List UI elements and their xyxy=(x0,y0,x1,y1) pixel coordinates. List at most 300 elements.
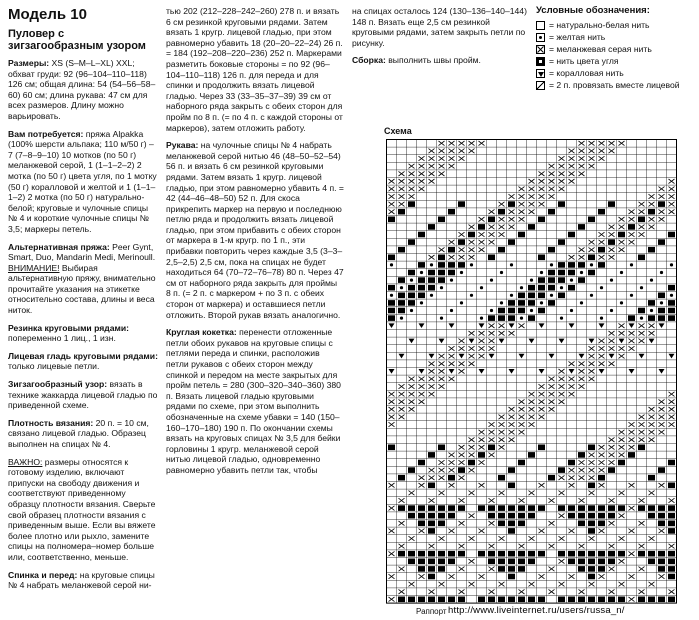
cell-fill xyxy=(438,521,445,527)
cell-dot xyxy=(570,279,573,282)
cell-fill xyxy=(578,566,585,572)
cell-fill xyxy=(588,597,595,603)
cell-fill xyxy=(428,566,435,572)
cell-fill xyxy=(398,293,405,299)
neckband-paragraph: на спицах осталось 124 (130–136–140–144) 148 п. Вязать еще 2,5 см резинкой круговыми рядами, затем закрыть петли по рисунку. xyxy=(352,6,527,48)
cell-fill xyxy=(578,521,585,527)
stockinette-text: только лицевые петли. xyxy=(8,361,100,372)
cell-fill xyxy=(428,277,435,283)
cell-fill xyxy=(538,277,545,283)
cell-fill xyxy=(458,467,465,473)
cell-fill xyxy=(508,201,515,207)
cell-fill xyxy=(538,505,545,511)
cell-fill xyxy=(458,597,465,603)
cell-fill xyxy=(398,308,405,314)
cell-dot xyxy=(410,279,413,282)
cell-fill xyxy=(488,513,495,519)
cell-fill xyxy=(528,505,535,511)
cell-fill xyxy=(518,505,525,511)
cell-fill xyxy=(468,460,475,466)
cell-dot xyxy=(430,263,433,266)
cell-fill xyxy=(608,551,615,557)
cell-fill xyxy=(418,293,425,299)
cell-fill xyxy=(548,247,555,253)
cell-fill xyxy=(508,513,515,519)
cell-fill xyxy=(648,300,655,306)
cell-fill xyxy=(548,300,555,306)
cell-fill xyxy=(538,285,545,291)
cell-dot xyxy=(590,263,593,266)
cell-fill xyxy=(568,597,575,603)
cell-fill xyxy=(438,445,445,451)
cell-fill xyxy=(518,300,525,306)
cell-fill xyxy=(608,467,615,473)
cell-dot xyxy=(600,317,603,320)
cell-fill xyxy=(598,475,605,481)
cell-fill xyxy=(438,597,445,603)
filled-square-icon xyxy=(536,57,545,66)
cell-dot xyxy=(530,309,533,312)
cell-fill xyxy=(578,224,585,230)
cell-dot xyxy=(620,301,623,304)
cell-fill xyxy=(658,201,665,207)
cell-fill xyxy=(408,467,415,473)
cell-fill xyxy=(608,239,615,245)
cell-fill xyxy=(538,597,545,603)
rib-paragraph: Резинка круговыми рядами: попеременно 1 лиц., 1 изн. xyxy=(8,322,129,344)
cell-fill xyxy=(488,597,495,603)
cell-dot xyxy=(530,279,533,282)
cell-fill xyxy=(668,574,675,580)
cell-fill xyxy=(518,597,525,603)
cell-fill xyxy=(428,521,435,527)
cell-dot xyxy=(630,294,633,297)
cell-fill xyxy=(648,247,655,253)
cell-fill xyxy=(488,315,495,321)
cell-fill xyxy=(498,308,505,314)
cell-fill xyxy=(588,505,595,511)
cell-dot xyxy=(580,271,583,274)
cell-fill xyxy=(668,559,675,565)
cell-fill xyxy=(448,513,455,519)
cell-fill xyxy=(458,551,465,557)
cell-fill xyxy=(578,505,585,511)
cell-fill xyxy=(638,217,645,223)
cross-square-icon xyxy=(536,45,545,54)
cell-fill xyxy=(528,452,535,458)
cell-fill xyxy=(408,300,415,306)
cell-fill xyxy=(578,262,585,268)
cell-fill xyxy=(508,521,515,527)
cell-fill xyxy=(588,559,595,565)
cell-fill xyxy=(558,293,565,299)
cell-fill xyxy=(508,315,515,321)
cell-fill xyxy=(398,209,405,215)
knitting-chart xyxy=(386,139,682,605)
cell-fill xyxy=(428,270,435,276)
cell-fill xyxy=(418,566,425,572)
cell-fill xyxy=(398,277,405,283)
cell-fill xyxy=(408,239,415,245)
column-1 xyxy=(8,6,158,598)
cell-fill xyxy=(408,559,415,565)
cell-fill xyxy=(668,300,675,306)
cell-fill xyxy=(568,513,575,519)
cell-fill xyxy=(598,551,605,557)
cell-fill xyxy=(648,315,655,321)
cell-fill xyxy=(498,597,505,603)
cell-fill xyxy=(398,505,405,511)
cell-fill xyxy=(428,528,435,534)
cell-fill xyxy=(558,201,565,207)
cell-fill xyxy=(658,505,665,511)
cell-fill xyxy=(668,513,675,519)
cell-fill xyxy=(588,445,595,451)
column-2 xyxy=(166,6,344,483)
cell-fill xyxy=(498,566,505,572)
cell-fill xyxy=(648,505,655,511)
cell-fill xyxy=(598,566,605,572)
cell-fill xyxy=(598,209,605,215)
cell-fill xyxy=(598,505,605,511)
cell-fill xyxy=(618,232,625,238)
cell-dot xyxy=(550,294,553,297)
cell-fill xyxy=(438,277,445,283)
cell-fill xyxy=(418,597,425,603)
alt-yarn-paragraph: Альтернативная пряжа: Peer Gynt, Smart, Duo, Mandarin Medi, Merinoull. ВНИМАНИЕ! Выбирая альтернативную пряжу, внимательно прочитайте указания на этикетке относительно состава, длины и веса ниток. xyxy=(8,241,156,316)
cell-dot xyxy=(470,294,473,297)
cell-fill xyxy=(528,559,535,565)
cell-fill xyxy=(658,315,665,321)
cell-fill xyxy=(588,528,595,534)
cell-fill xyxy=(638,505,645,511)
cell-fill xyxy=(498,209,505,215)
cell-fill xyxy=(518,513,525,519)
cell-fill xyxy=(458,239,465,245)
cell-fill xyxy=(648,209,655,215)
gauge-paragraph: Плотность вязания: 20 п. = 10 см, связано лицевой гладью. Образец выполнен на спицах № 4. xyxy=(8,417,149,449)
cell-fill xyxy=(658,559,665,565)
cell-fill xyxy=(428,513,435,519)
yoke-paragraph: Круглая кокетка: перенести отложенные петли обоих рукавов на круговые спицы с петлями переда и спинки, расположив петли рукавов с обеих сторон между спинкой и передом на месте закрытых для пройм петель = 280 (300–320–340–360) 380 п. Вязать лицевой гладью круговыми рядами по схеме, при этом выполнить обозначенные на схеме убавки = 140 (150–160–170–180) 190 п. По окончании схемы вязать на круговых спицах № 3,5 для бейки горловины 1 кругр. меланжевой серой нитью лицевой гладью, одновременно равномерно убавить петли так, чтобы xyxy=(166,327,341,475)
cell-fill xyxy=(578,452,585,458)
cell-dot xyxy=(390,294,393,297)
cell-fill xyxy=(498,505,505,511)
cell-fill xyxy=(438,551,445,557)
cell-fill xyxy=(528,224,535,230)
legend-item: = 2 п. провязать вместе лицевой xyxy=(536,80,696,92)
cell-fill xyxy=(508,300,515,306)
cell-fill xyxy=(418,232,425,238)
cell-fill xyxy=(668,460,675,466)
cell-fill xyxy=(438,559,445,565)
cell-fill xyxy=(668,505,675,511)
cell-fill xyxy=(388,255,395,261)
cell-fill xyxy=(538,293,545,299)
cell-dot xyxy=(410,309,413,312)
cell-fill xyxy=(598,597,605,603)
cell-dot xyxy=(400,317,403,320)
cell-fill xyxy=(438,270,445,276)
cell-dot xyxy=(480,286,483,289)
chart-title: Схема xyxy=(384,126,412,136)
cell-dot xyxy=(520,286,523,289)
cell-fill xyxy=(578,513,585,519)
cell-fill xyxy=(488,217,495,223)
cell-fill xyxy=(508,483,515,489)
cell-fill xyxy=(618,460,625,466)
cell-dot xyxy=(420,271,423,274)
cell-fill xyxy=(438,262,445,268)
cell-fill xyxy=(638,597,645,603)
legend xyxy=(536,6,696,92)
cell-dot xyxy=(650,279,653,282)
cell-fill xyxy=(438,566,445,572)
legend-item: = нить цвета угля xyxy=(536,56,696,68)
cell-fill xyxy=(608,559,615,565)
cell-dot xyxy=(520,317,523,320)
cell-dot xyxy=(510,294,513,297)
cell-dot xyxy=(390,263,393,266)
cell-fill xyxy=(388,285,395,291)
cell-fill xyxy=(458,262,465,268)
cell-fill xyxy=(438,513,445,519)
cell-fill xyxy=(658,293,665,299)
cell-fill xyxy=(508,467,515,473)
cell-fill xyxy=(488,551,495,557)
cell-fill xyxy=(498,315,505,321)
cell-fill xyxy=(588,521,595,527)
cell-fill xyxy=(518,521,525,527)
cell-fill xyxy=(668,285,675,291)
cell-fill xyxy=(608,513,615,519)
cell-fill xyxy=(408,285,415,291)
cell-fill xyxy=(628,224,635,230)
cell-fill xyxy=(628,452,635,458)
cell-fill xyxy=(418,551,425,557)
cell-fill xyxy=(398,597,405,603)
cell-fill xyxy=(578,559,585,565)
cell-dot xyxy=(580,301,583,304)
cell-fill xyxy=(428,224,435,230)
cell-fill xyxy=(418,285,425,291)
cell-fill xyxy=(558,551,565,557)
cell-fill xyxy=(468,232,475,238)
cell-fill xyxy=(508,505,515,511)
cell-fill xyxy=(388,300,395,306)
model-title: Модель 10 xyxy=(8,6,87,23)
empty-square-icon xyxy=(536,21,545,30)
legend-item: = меланжевая серая нить xyxy=(536,44,696,56)
triangle-square-icon xyxy=(536,69,545,78)
cell-dot xyxy=(550,263,553,266)
cell-fill xyxy=(408,201,415,207)
assembly-paragraph: Сборка: выполнить швы пройм. xyxy=(352,55,481,66)
cell-fill xyxy=(478,597,485,603)
stockinette-paragraph: Лицевая гладь круговыми рядами: xyxy=(8,350,158,361)
cell-fill xyxy=(388,315,395,321)
cell-fill xyxy=(438,505,445,511)
cell-fill xyxy=(498,551,505,557)
cell-fill xyxy=(428,574,435,580)
cell-fill xyxy=(528,551,535,557)
cell-fill xyxy=(618,505,625,511)
legend-item: = желтая нить xyxy=(536,32,696,44)
cell-fill xyxy=(588,551,595,557)
cell-fill xyxy=(498,521,505,527)
cell-fill xyxy=(538,217,545,223)
cell-fill xyxy=(538,255,545,261)
cell-dot xyxy=(640,317,643,320)
body-paragraph: тью 202 (212–228–242–260) 278 п. и вязать 6 см резинкой круговыми рядами. Затем вязать 1 кругр. лицевой гладью, при этом равномерно убавить 18 (20–20–22–24) 26 п. = 184 (192–208–220–236) 252 п. Маркерами разметить боковые стороны = по 92 (96–104–110–118) 126 п. для переда и для спинки и продолжить вязать лицевой гладью. Через 33 (33–35–37–39) 39 см от наборного ряда закрыть с обеих сторон для пройм по 8 п. (= по 4 п. с каждой стороны от маркеров), затем отложить работу. xyxy=(166,6,343,133)
cell-fill xyxy=(528,513,535,519)
legend-item: = коралловая нить xyxy=(536,68,696,80)
column-3 xyxy=(352,6,528,73)
cell-dot xyxy=(490,309,493,312)
cell-fill xyxy=(408,505,415,511)
cell-dot xyxy=(620,271,623,274)
cell-fill xyxy=(458,201,465,207)
cell-fill xyxy=(598,262,605,268)
cell-fill xyxy=(428,452,435,458)
cell-fill xyxy=(658,239,665,245)
cell-fill xyxy=(638,308,645,314)
cell-fill xyxy=(648,475,655,481)
cell-fill xyxy=(448,559,455,565)
cell-fill xyxy=(608,597,615,603)
cell-dot xyxy=(660,271,663,274)
cell-fill xyxy=(668,597,675,603)
cell-fill xyxy=(548,209,555,215)
cell-fill xyxy=(398,300,405,306)
cell-dot xyxy=(480,317,483,320)
cell-fill xyxy=(428,483,435,489)
cell-fill xyxy=(488,445,495,451)
cell-fill xyxy=(518,308,525,314)
cell-fill xyxy=(568,262,575,268)
cell-fill xyxy=(658,513,665,519)
legend-title: Условные обозначения: xyxy=(536,5,650,16)
cell-fill xyxy=(408,513,415,519)
cell-fill xyxy=(568,551,575,557)
cell-dot xyxy=(510,263,513,266)
cell-fill xyxy=(658,551,665,557)
cell-fill xyxy=(388,217,395,223)
watermark: http://www.liveinternet.ru/users/russa_n/ xyxy=(448,605,625,616)
cell-fill xyxy=(518,460,525,466)
cell-fill xyxy=(448,551,455,557)
cell-dot xyxy=(560,286,563,289)
cell-dot xyxy=(440,286,443,289)
cell-fill xyxy=(588,483,595,489)
cell-fill xyxy=(538,551,545,557)
cell-dot xyxy=(500,301,503,304)
cell-fill xyxy=(608,201,615,207)
dot-square-icon xyxy=(536,33,545,42)
cell-fill xyxy=(438,217,445,223)
cell-fill xyxy=(538,445,545,451)
cell-fill xyxy=(518,293,525,299)
cell-fill xyxy=(588,566,595,572)
cell-fill xyxy=(668,551,675,557)
slash-square-icon xyxy=(536,81,545,90)
zigzag-paragraph: Зигзагообразный узор: вязать в технике жаккарда лицевой гладью по приведенной схеме. xyxy=(8,379,158,411)
cell-fill xyxy=(658,521,665,527)
cell-fill xyxy=(568,270,575,276)
cell-dot xyxy=(460,301,463,304)
cell-fill xyxy=(508,574,515,580)
cell-dot xyxy=(420,301,423,304)
cell-fill xyxy=(418,521,425,527)
cell-fill xyxy=(648,597,655,603)
cell-fill xyxy=(558,262,565,268)
cell-fill xyxy=(668,308,675,314)
cell-dot xyxy=(660,301,663,304)
cell-fill xyxy=(508,308,515,314)
sizes-paragraph: Размеры: XS (S–M–L–XL) XXL; обхват груди: 92 (96–104–110–118) 126 см; общая длина: 54 (54–56–58–60) 60 см; длина рукава: 47 см для всех размеров. Длину можно варьировать. xyxy=(8,58,156,121)
cell-fill xyxy=(558,239,565,245)
cell-fill xyxy=(428,505,435,511)
cell-fill xyxy=(488,255,495,261)
cell-fill xyxy=(498,247,505,253)
cell-dot xyxy=(560,317,563,320)
cell-fill xyxy=(578,597,585,603)
cell-fill xyxy=(448,262,455,268)
back-front-paragraph: Спинка и перед: на круговые спицы № 4 набрать меланжевой серой ни- xyxy=(8,569,155,591)
cell-dot xyxy=(440,317,443,320)
cell-fill xyxy=(588,513,595,519)
cell-fill xyxy=(658,597,665,603)
subtitle: Пуловер с зигзагообразным узором xyxy=(8,28,146,52)
cell-fill xyxy=(448,209,455,215)
cell-fill xyxy=(528,315,535,321)
cell-dot xyxy=(490,279,493,282)
cell-fill xyxy=(418,460,425,466)
cell-fill xyxy=(508,559,515,565)
cell-dot xyxy=(640,286,643,289)
cell-fill xyxy=(498,559,505,565)
cell-fill xyxy=(388,308,395,314)
cell-fill xyxy=(638,255,645,261)
cell-fill xyxy=(558,277,565,283)
cell-fill xyxy=(498,475,505,481)
cell-fill xyxy=(668,521,675,527)
cell-dot xyxy=(450,279,453,282)
cell-fill xyxy=(478,505,485,511)
cell-dot xyxy=(670,294,673,297)
cell-dot xyxy=(470,263,473,266)
cell-fill xyxy=(398,247,405,253)
cell-fill xyxy=(418,559,425,565)
cell-fill xyxy=(638,445,645,451)
cell-fill xyxy=(658,308,665,314)
cell-fill xyxy=(428,597,435,603)
cell-fill xyxy=(568,285,575,291)
cell-fill xyxy=(598,559,605,565)
sleeves-paragraph: Рукава: на чулочные спицы № 4 набрать меланжевой серой нитью 46 (48–50–52–54) 56 п. и вязать 6 см резинкой круговыми рядами. Затем вязать 1 кругр. лицевой гладью, при этом равномерно убавить 4 п. = 42 (44–46–48–50) 52 п. Для скоса прикрепить маркер на первую и последнюю петлю ряда и продолжить вязать лицевой гладью, при этом прибавить с обеих сторон от маркера в 1-м кругр. по 1 п., эти прибавки повторить через каждые 3,5 (3–3–2,5–2,5) 2,5 см, пока на спицах не будет находиться 64 (70–72–76–78) 80 п. Через 47 см от наборного ряда закрыть для проймы 8 п. (= 2 п. с маркером + по 3 п. с обеих сторон от маркера) и оставшиеся петли отложить. Второй рукав вязать аналогично. xyxy=(166,140,344,320)
cell-fill xyxy=(488,559,495,565)
cell-fill xyxy=(498,513,505,519)
cell-fill xyxy=(558,467,565,473)
cell-dot xyxy=(630,263,633,266)
cell-fill xyxy=(548,475,555,481)
cell-fill xyxy=(538,308,545,314)
cell-fill xyxy=(478,452,485,458)
cell-dot xyxy=(570,309,573,312)
cell-fill xyxy=(588,217,595,223)
cell-fill xyxy=(588,255,595,261)
cell-fill xyxy=(578,551,585,557)
